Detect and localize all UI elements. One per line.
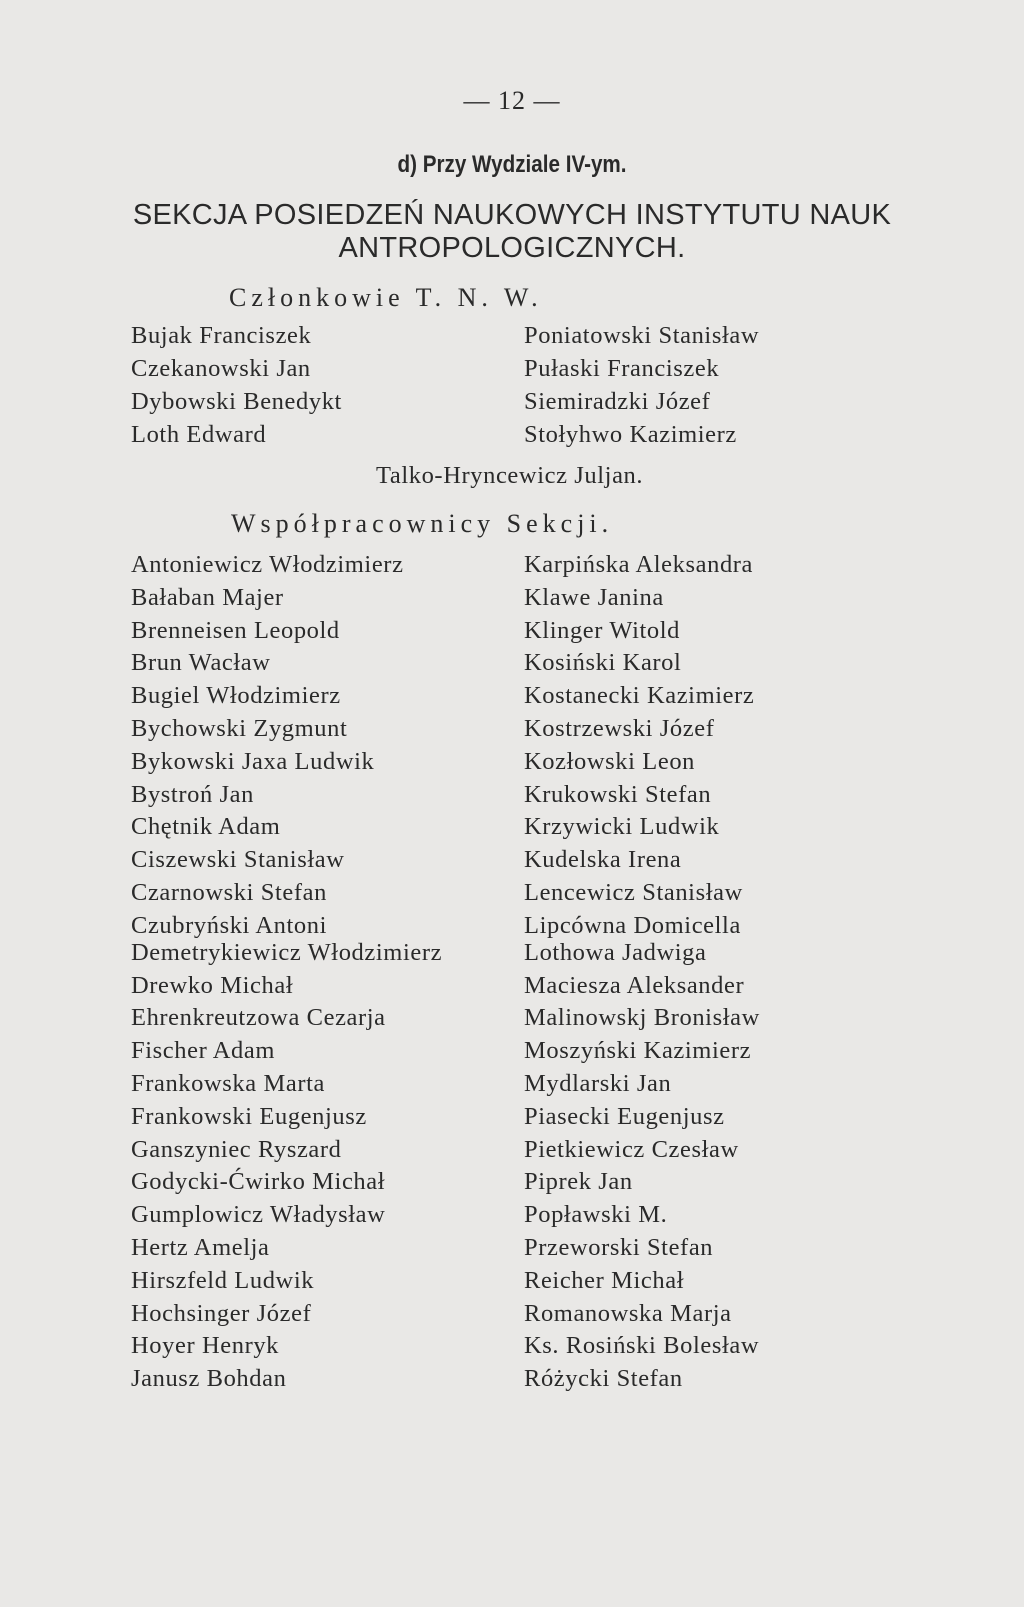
collaborator-name: Ehrenkreutzowa Cezarja [131,1004,386,1031]
page-number: — 12 — [463,86,561,115]
member-name: Poniatowski Stanisław [524,322,760,349]
member-name: Bujak Franciszek [131,322,312,349]
collaborator-name: Drewko Michał [131,972,294,999]
collaborator-name: Pietkiewicz Czesław [524,1136,739,1163]
collaborator-name: Antoniewicz Włodzimierz [131,551,404,578]
collaborator-name: Frankowska Marta [131,1070,325,1097]
members-heading: Członkowie T. N. W. [229,283,543,312]
collaborator-name: Przeworski Stefan [524,1234,714,1261]
collaborator-name: Kosiński Karol [524,649,682,676]
collaborator-name: Hoyer Henryk [131,1332,280,1359]
collaborator-name: Malinowskj Bronisław [524,1004,760,1031]
division-heading: d) Przy Wydziale IV-ym. [397,151,627,178]
collaborator-name: Różycki Stefan [524,1365,683,1392]
member-last-name: Talko-Hryncewicz Juljan. [376,462,644,489]
member-name: Loth Edward [131,421,267,448]
collaborator-name: Piprek Jan [524,1168,633,1195]
collaborator-name: Janusz Bohdan [131,1365,287,1392]
section-title-line-1: SEKCJA POSIEDZEŃ NAUKOWYCH INSTYTUTU NAUK [132,199,892,231]
collaborator-name: Hertz Amelja [131,1234,270,1261]
collaborator-name: Lencewicz Stanisław [524,879,743,906]
collaborator-name: Piasecki Eugenjusz [524,1103,725,1130]
collaborator-name: Gumplowicz Władysław [131,1201,386,1228]
collaborator-name: Reicher Michał [524,1267,685,1294]
collaborator-name: Brenneisen Leopold [131,617,340,644]
collaborator-name: Popławski M. [524,1201,668,1228]
member-name: Siemiradzki Józef [524,388,711,415]
collaborator-name: Klinger Witold [524,617,680,644]
collaborator-name: Krzywicki Ludwik [524,813,720,840]
collaborator-name: Ks. Rosiński Bolesław [524,1332,760,1359]
collaborator-name: Brun Wacław [131,649,271,676]
collaborator-name: Czarnowski Stefan [131,879,327,906]
collaborator-name: Bystroń Jan [131,781,254,808]
collaborator-name: Ganszyniec Ryszard [131,1136,342,1163]
collaborators-heading: Współpracownicy Sekcji. [231,509,614,538]
member-name: Pułaski Franciszek [524,355,720,382]
collaborator-name: Krukowski Stefan [524,781,712,808]
collaborator-name: Moszyński Kazimierz [524,1037,752,1064]
collaborator-name: Chętnik Adam [131,813,281,840]
section-title-line-2: ANTROPOLOGICZNYCH. [338,232,686,264]
collaborator-name: Karpińska Aleksandra [524,551,754,578]
collaborator-name: Czubryński Antoni [131,912,327,939]
collaborator-name: Maciesza Aleksander [524,972,745,999]
collaborator-name: Kozłowski Leon [524,748,696,775]
member-name: Czekanowski Jan [131,355,311,382]
collaborator-name: Bugiel Włodzimierz [131,682,341,709]
collaborator-name: Romanowska Marja [524,1300,732,1327]
member-name: Stołyhwo Kazimierz [524,421,737,448]
collaborator-name: Hirszfeld Ludwik [131,1267,315,1294]
collaborator-name: Ciszewski Stanisław [131,846,345,873]
collaborator-name: Hochsinger Józef [131,1300,312,1327]
collaborator-name: Frankowski Eugenjusz [131,1103,367,1130]
collaborator-name: Lipcówna Domicella [524,912,741,939]
collaborator-name: Kudelska Irena [524,846,682,873]
collaborator-name: Demetrykiewicz Włodzimierz [131,939,443,966]
collaborator-name: Kostrzewski Józef [524,715,715,742]
collaborator-name: Godycki-Ćwirko Michał [131,1168,386,1195]
collaborator-name: Bykowski Jaxa Ludwik [131,748,375,775]
collaborator-name: Lothowa Jadwiga [524,939,707,966]
collaborator-name: Bychowski Zygmunt [131,715,348,742]
collaborator-name: Mydlarski Jan [524,1070,672,1097]
collaborator-name: Kostanecki Kazimierz [524,682,755,709]
collaborator-name: Fischer Adam [131,1037,275,1064]
member-name: Dybowski Benedykt [131,388,342,415]
collaborator-name: Bałaban Majer [131,584,284,611]
collaborator-name: Klawe Janina [524,584,664,611]
